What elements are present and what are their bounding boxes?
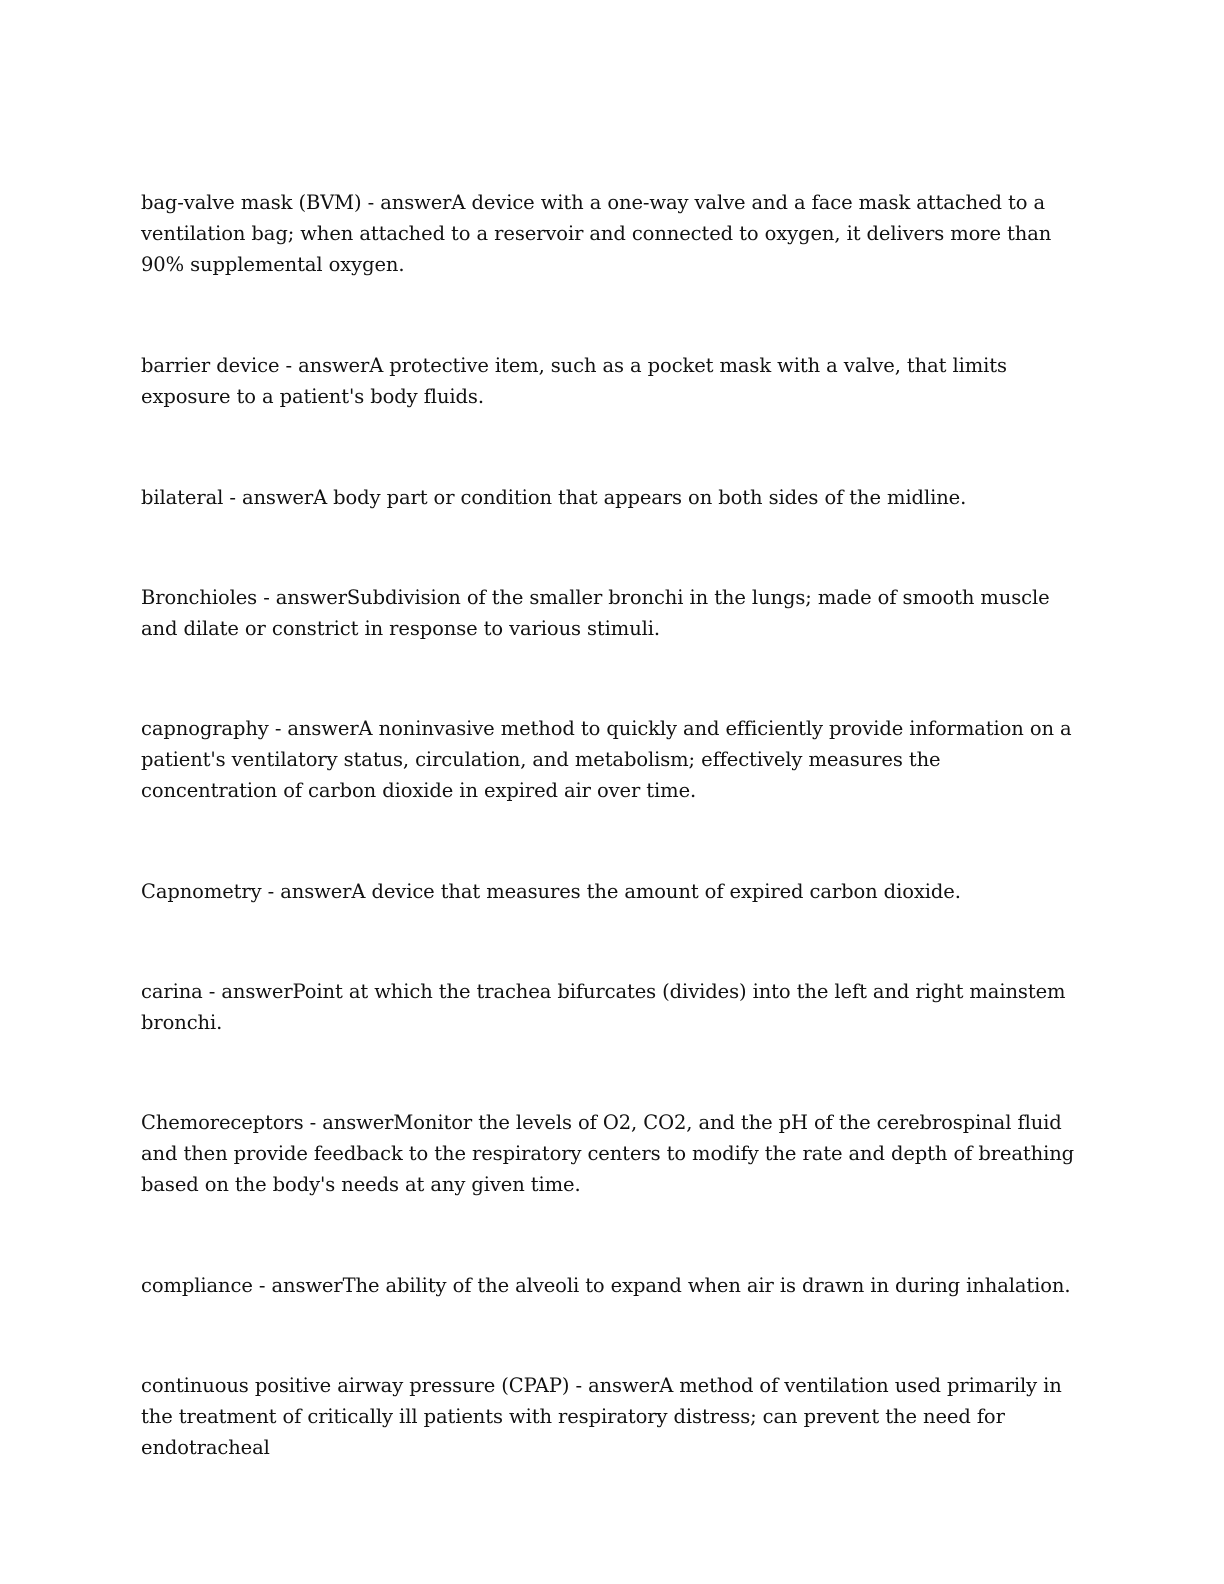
entry-answer: answerSubdivision of the smaller bronchi in the lungs; made of smooth muscle and dilate or constrict in response to various stimuli.	[141, 586, 1050, 640]
entry-term: barrier device	[141, 354, 280, 377]
glossary-entry	[141, 1370, 1076, 1463]
entry-answer: answerMonitor the levels of O2, CO2, and the pH of the cerebrospinal fluid and then provide feedback to the respiratory centers to modify the rate and depth of breathing based on the body's needs at any given time.	[141, 1111, 1075, 1196]
glossary-entry	[141, 1270, 1076, 1301]
glossary-entry	[141, 187, 1076, 280]
entry-separator: -	[361, 191, 381, 214]
glossary-entry	[141, 876, 1076, 907]
entry-answer: answerA noninvasive method to quickly and efficiently provide information on a patient's ventilatory status, circulation, and metabolism; effectively measures the concentration of carbon dioxide in expired air over time.	[141, 717, 1072, 802]
entry-separator: -	[268, 717, 288, 740]
entry-answer: answerA body part or condition that appears on both sides of the midline.	[241, 486, 967, 509]
glossary-entry	[141, 582, 1076, 644]
entry-separator: -	[202, 980, 222, 1003]
entry-separator: -	[257, 586, 276, 609]
entry-answer: answerPoint at which the trachea bifurcates (divides) into the left and right mainstem bronchi.	[141, 980, 1066, 1034]
entry-answer: answerThe ability of the alveoli to expand when air is drawn in during inhalation.	[271, 1274, 1071, 1297]
entry-separator: -	[279, 354, 299, 377]
entry-term: capnography	[141, 717, 269, 740]
glossary-entry	[141, 350, 1076, 412]
entry-term: continuous positive airway pressure (CPAP)	[141, 1374, 570, 1397]
glossary-entry	[141, 976, 1076, 1038]
entry-separator: -	[303, 1111, 323, 1134]
entry-separator: -	[569, 1374, 589, 1397]
entry-term: carina	[141, 980, 203, 1003]
entry-answer: answerA protective item, such as a pocket mask with a valve, that limits exposure to a patient's body fluids.	[141, 354, 1007, 408]
glossary-entry	[141, 713, 1076, 806]
entry-term: compliance	[141, 1274, 253, 1297]
entry-answer: answerA method of ventilation used primarily in the treatment of critically ill patients with respiratory distress; can prevent the need for endotracheal	[141, 1374, 1062, 1459]
entry-term: Chemoreceptors	[141, 1111, 304, 1134]
glossary-entry	[141, 482, 1076, 513]
entry-separator: -	[261, 880, 281, 903]
entry-answer: answerA device that measures the amount of expired carbon dioxide.	[280, 880, 961, 903]
entry-separator: -	[223, 486, 242, 509]
entry-term: Bronchioles	[141, 586, 258, 609]
entry-separator: -	[252, 1274, 272, 1297]
entry-answer: answerA device with a one-way valve and a face mask attached to a ventilation bag; when attached to a reservoir and connected to oxygen, it delivers more than 90% supplemental oxygen.	[141, 191, 1052, 276]
glossary-entry	[141, 1107, 1076, 1200]
entry-term: Capnometry	[141, 880, 262, 903]
entry-term: bilateral	[141, 486, 224, 509]
entry-term: bag-valve mask (BVM)	[141, 191, 362, 214]
